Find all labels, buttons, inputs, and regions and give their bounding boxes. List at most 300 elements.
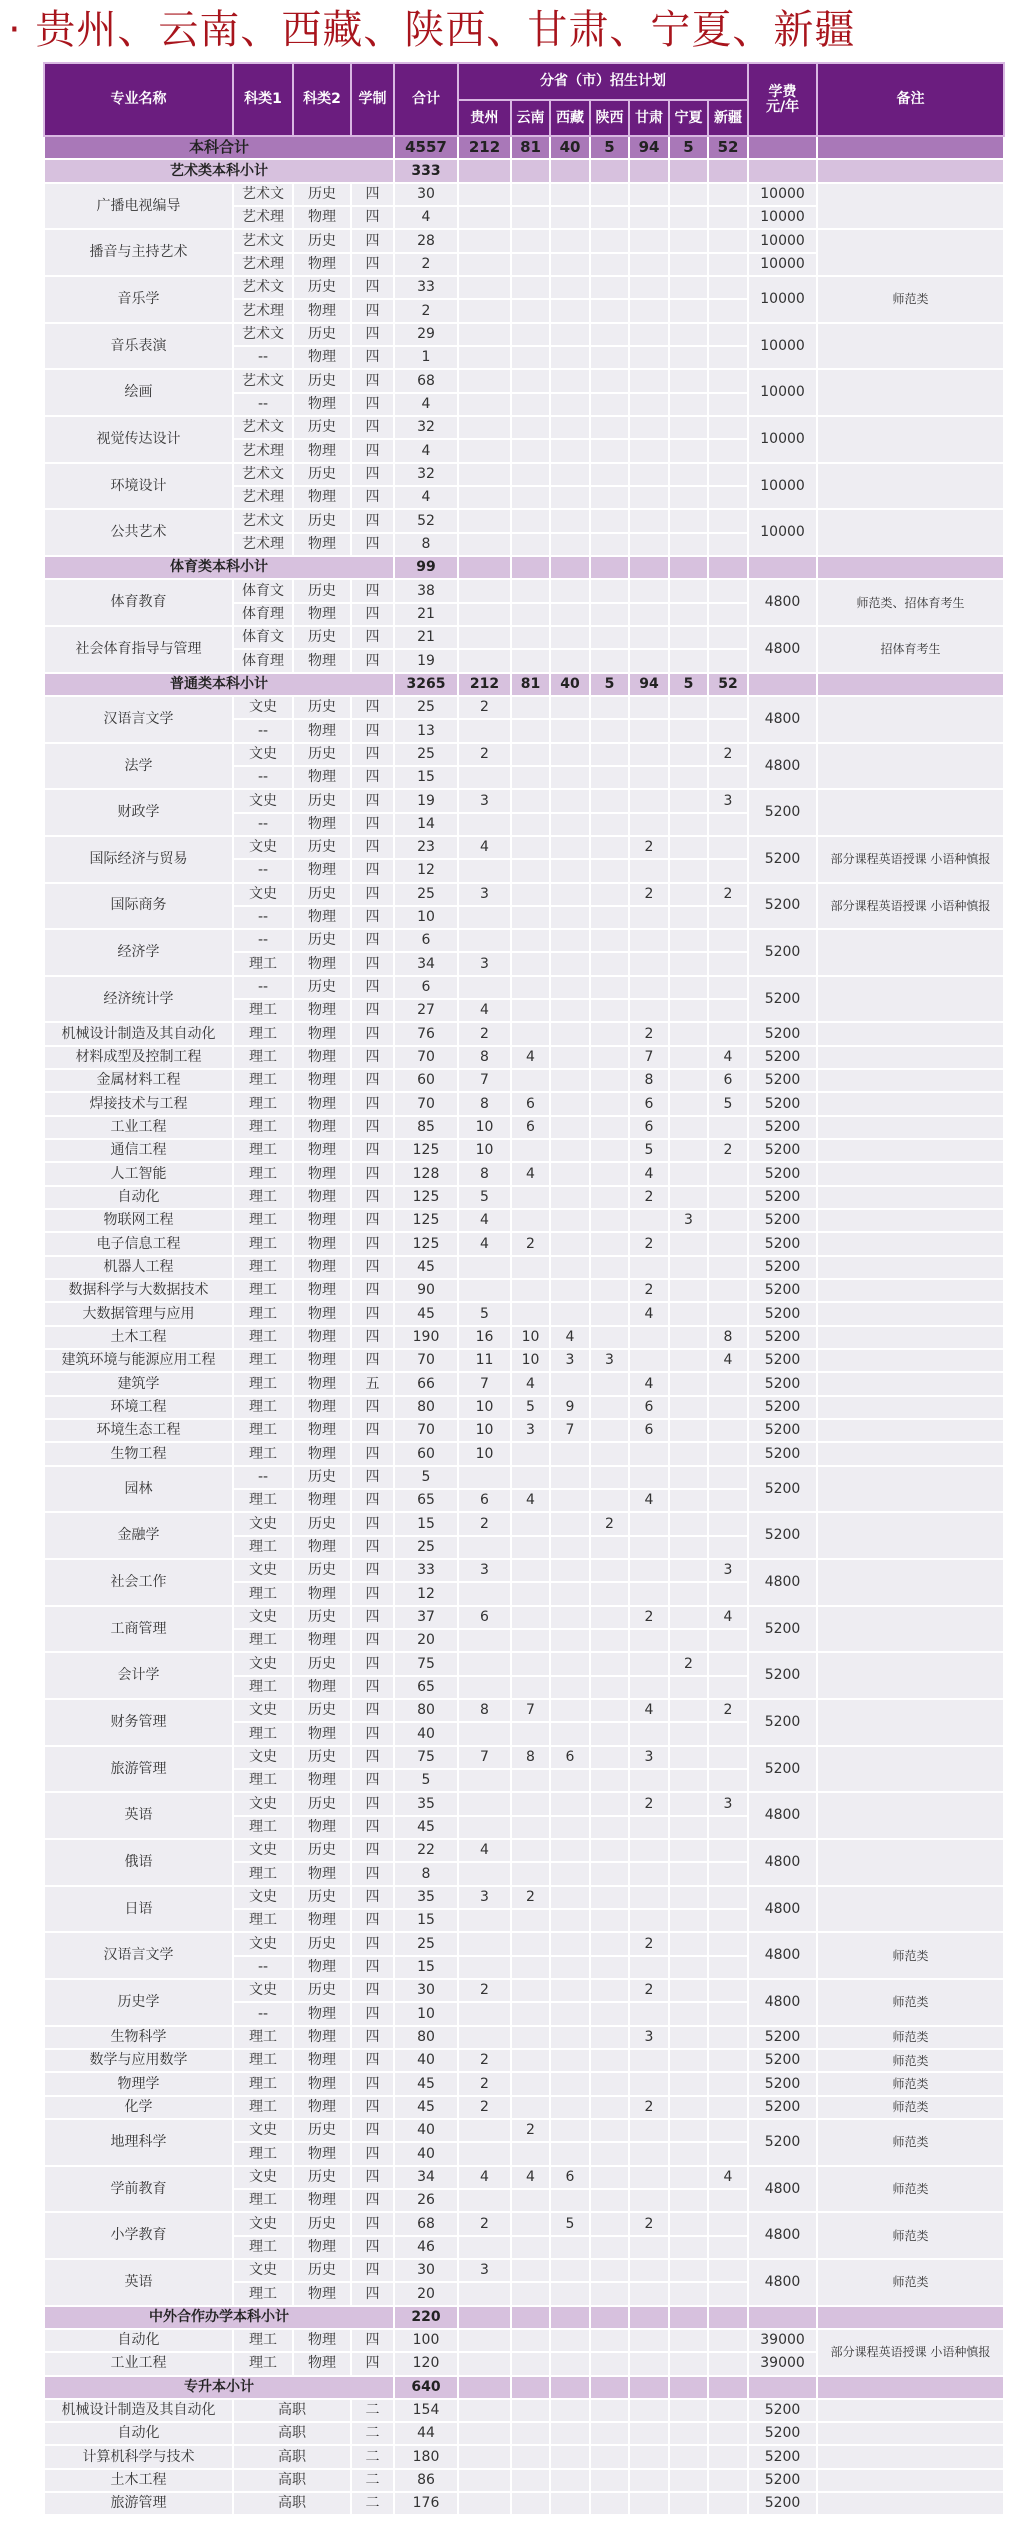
plan-xinjiang <box>708 1582 748 1605</box>
years: 四 <box>351 579 394 602</box>
plan-yunnan <box>511 766 550 789</box>
total: 19 <box>394 649 458 672</box>
plan-yunnan <box>511 2469 550 2492</box>
header-fee: 学费元/年 <box>748 63 817 136</box>
total: 2 <box>394 253 458 276</box>
tuition-fee: 5200 <box>748 1419 817 1442</box>
plan-yunnan <box>511 2236 550 2259</box>
plan-guizhou: 5 <box>458 1302 511 1325</box>
plan-gansu <box>629 486 669 509</box>
category-1: 文史 <box>233 1839 293 1862</box>
plan-xizang <box>550 1022 590 1045</box>
total: 90 <box>394 1279 458 1302</box>
plan-yunnan <box>511 2399 550 2422</box>
years: 四 <box>351 1046 394 1069</box>
plan-shaanxi <box>590 1676 629 1699</box>
plan-shaanxi <box>590 1699 629 1722</box>
category-1: 理工 <box>233 2236 293 2259</box>
tuition-fee: 4800 <box>748 2212 817 2259</box>
plan-shaanxi <box>590 2329 629 2352</box>
plan-xinjiang <box>708 766 748 789</box>
plan-shaanxi <box>590 2072 629 2095</box>
plan-xizang: 5 <box>550 2212 590 2235</box>
plan-shaanxi <box>590 2002 629 2025</box>
category-1: 理工 <box>233 1046 293 1069</box>
plan-xizang <box>550 883 590 906</box>
total: 45 <box>394 2096 458 2119</box>
subtotal-xizang: 40 <box>550 136 590 159</box>
total: 13 <box>394 719 458 742</box>
major-name: 英语 <box>44 2259 233 2306</box>
plan-shaanxi <box>590 2236 629 2259</box>
plan-ningxia <box>669 533 708 556</box>
tuition-fee: 5200 <box>748 2096 817 2119</box>
plan-guizhou <box>458 346 511 369</box>
category-1: 理工 <box>233 2026 293 2049</box>
plan-gansu: 3 <box>629 2026 669 2049</box>
years: 四 <box>351 2329 394 2352</box>
plan-xizang <box>550 1722 590 1745</box>
total: 32 <box>394 463 458 486</box>
plan-xinjiang: 6 <box>708 1069 748 1092</box>
plan-yunnan <box>511 2422 550 2445</box>
total: 32 <box>394 416 458 439</box>
plan-yunnan <box>511 883 550 906</box>
category-1: 理工 <box>233 1069 293 1092</box>
category-1: -- <box>233 2002 293 2025</box>
category-2: 历史 <box>293 2259 351 2282</box>
major-name: 生物科学 <box>44 2026 233 2049</box>
plan-guizhou: 5 <box>458 1186 511 1209</box>
total: 34 <box>394 2166 458 2189</box>
years: 四 <box>351 533 394 556</box>
plan-xizang <box>550 696 590 719</box>
plan-guizhou <box>458 649 511 672</box>
plan-guizhou <box>458 2236 511 2259</box>
plan-yunnan <box>511 1279 550 1302</box>
tuition-fee: 5200 <box>748 1069 817 1092</box>
plan-gansu: 2 <box>629 1186 669 1209</box>
header-province: 云南 <box>511 100 550 136</box>
plan-yunnan <box>511 2002 550 2025</box>
plan-xinjiang <box>708 696 748 719</box>
plan-xizang <box>550 253 590 276</box>
plan-ningxia <box>669 2422 708 2445</box>
years: 四 <box>351 1349 394 1372</box>
plan-xizang <box>550 1792 590 1815</box>
table-row <box>44 369 1004 392</box>
plan-xizang <box>550 1279 590 1302</box>
table-row <box>44 1302 1004 1325</box>
plan-xizang <box>550 486 590 509</box>
note <box>817 1302 1004 1325</box>
plan-xizang <box>550 1232 590 1255</box>
category-2: 物理 <box>293 1092 351 1115</box>
years: 四 <box>351 1396 394 1419</box>
plan-shaanxi <box>590 1629 629 1652</box>
plan-yunnan <box>511 719 550 742</box>
total: 34 <box>394 952 458 975</box>
plan-shaanxi <box>590 2166 629 2189</box>
plan-yunnan <box>511 2259 550 2282</box>
plan-shaanxi <box>590 463 629 486</box>
tuition-fee: 39000 <box>748 2352 817 2375</box>
plan-xizang <box>550 1862 590 1885</box>
table-row <box>44 2259 1004 2282</box>
plan-gansu <box>629 229 669 252</box>
plan-ningxia <box>669 1932 708 1955</box>
plan-ningxia <box>669 1419 708 1442</box>
total: 22 <box>394 1839 458 1862</box>
plan-yunnan: 4 <box>511 2166 550 2189</box>
category-2: 历史 <box>293 463 351 486</box>
note <box>817 183 1004 230</box>
plan-xinjiang <box>708 393 748 416</box>
plan-xizang <box>550 299 590 322</box>
plan-ningxia <box>669 2002 708 2025</box>
plan-xizang <box>550 1466 590 1489</box>
category-2: 历史 <box>293 696 351 719</box>
plan-xinjiang <box>708 1676 748 1699</box>
category-1: 文史 <box>233 1886 293 1909</box>
years: 四 <box>351 2096 394 2119</box>
total: 33 <box>394 276 458 299</box>
total: 5 <box>394 1466 458 1489</box>
table-row <box>44 1979 1004 2002</box>
plan-xinjiang <box>708 2422 748 2445</box>
plan-gansu: 4 <box>629 1699 669 1722</box>
table-row <box>44 1606 1004 1629</box>
plan-ningxia <box>669 813 708 836</box>
years: 五 <box>351 1372 394 1395</box>
table-row <box>44 1746 1004 1769</box>
table-row <box>44 626 1004 649</box>
years: 四 <box>351 2002 394 2025</box>
plan-gansu <box>629 533 669 556</box>
plan-guizhou <box>458 369 511 392</box>
category-2: 物理 <box>293 719 351 742</box>
years: 四 <box>351 1652 394 1675</box>
note <box>817 1699 1004 1746</box>
category-2: 物理 <box>293 859 351 882</box>
subtotal-xinjiang <box>708 556 748 579</box>
years: 四 <box>351 2282 394 2305</box>
tuition-fee: 5200 <box>748 1279 817 1302</box>
subtotal-note <box>817 556 1004 579</box>
plan-shaanxi <box>590 929 629 952</box>
plan-yunnan <box>511 2096 550 2119</box>
plan-shaanxi <box>590 2049 629 2072</box>
plan-gansu <box>629 393 669 416</box>
subtotal-xizang <box>550 2306 590 2329</box>
plan-xizang <box>550 1139 590 1162</box>
plan-gansu: 4 <box>629 1302 669 1325</box>
plan-shaanxi <box>590 976 629 999</box>
plan-guizhou: 4 <box>458 999 511 1022</box>
plan-ningxia <box>669 1349 708 1372</box>
category-1: 理工 <box>233 1232 293 1255</box>
plan-guizhou <box>458 299 511 322</box>
plan-gansu <box>629 1349 669 1372</box>
table-row <box>44 2422 1004 2445</box>
years: 四 <box>351 416 394 439</box>
tuition-fee: 5200 <box>748 2469 817 2492</box>
plan-xinjiang <box>708 1256 748 1279</box>
note: 师范类 <box>817 2212 1004 2259</box>
plan-guizhou: 6 <box>458 1489 511 1512</box>
years: 四 <box>351 1956 394 1979</box>
plan-guizhou <box>458 1722 511 1745</box>
plan-ningxia <box>669 766 708 789</box>
table-row <box>44 1232 1004 1255</box>
years: 四 <box>351 1606 394 1629</box>
plan-xinjiang <box>708 1722 748 1745</box>
header-province: 陕西 <box>590 100 629 136</box>
plan-gansu <box>629 859 669 882</box>
tuition-fee: 5200 <box>748 1699 817 1746</box>
plan-xinjiang <box>708 1116 748 1139</box>
note <box>817 323 1004 370</box>
plan-gansu <box>629 1629 669 1652</box>
total: 21 <box>394 626 458 649</box>
tuition-fee: 5200 <box>748 1209 817 1232</box>
plan-shaanxi <box>590 1232 629 1255</box>
plan-yunnan <box>511 369 550 392</box>
plan-yunnan <box>511 1559 550 1582</box>
plan-xinjiang <box>708 1396 748 1419</box>
years: 四 <box>351 719 394 742</box>
tuition-fee: 10000 <box>748 229 817 252</box>
plan-xizang <box>550 2469 590 2492</box>
major-name: 电子信息工程 <box>44 1232 233 1255</box>
subtotal-guizhou <box>458 159 511 182</box>
plan-guizhou <box>458 2329 511 2352</box>
total: 6 <box>394 929 458 952</box>
total: 76 <box>394 1022 458 1045</box>
total: 125 <box>394 1232 458 1255</box>
plan-yunnan <box>511 626 550 649</box>
years: 四 <box>351 883 394 906</box>
total: 40 <box>394 1722 458 1745</box>
plan-gansu: 2 <box>629 2096 669 2119</box>
plan-xinjiang <box>708 1746 748 1769</box>
category-2: 物理 <box>293 2142 351 2165</box>
note <box>817 2469 1004 2492</box>
plan-shaanxi <box>590 509 629 532</box>
major-name: 工业工程 <box>44 2352 233 2375</box>
tuition-fee: 5200 <box>748 2422 817 2445</box>
category-2: 物理 <box>293 952 351 975</box>
note <box>817 1839 1004 1886</box>
category-2: 物理 <box>293 1489 351 1512</box>
grand-total-row <box>44 136 1004 159</box>
plan-gansu <box>629 346 669 369</box>
years: 四 <box>351 1909 394 1932</box>
plan-yunnan <box>511 1722 550 1745</box>
category-1: 文史 <box>233 1606 293 1629</box>
subtotal-total: 333 <box>394 159 458 182</box>
plan-guizhou: 6 <box>458 1606 511 1629</box>
plan-xizang <box>550 1629 590 1652</box>
category-2: 物理 <box>293 439 351 462</box>
plan-xizang <box>550 439 590 462</box>
header-total: 合计 <box>394 63 458 136</box>
plan-gansu <box>629 999 669 1022</box>
plan-xizang <box>550 1162 590 1185</box>
plan-shaanxi <box>590 2352 629 2375</box>
category-1: 文史 <box>233 2259 293 2282</box>
plan-yunnan <box>511 1839 550 1862</box>
note <box>817 509 1004 556</box>
years: 四 <box>351 1932 394 1955</box>
plan-xinjiang <box>708 2072 748 2095</box>
major-name: 国际商务 <box>44 883 233 930</box>
subtotal-yunnan <box>511 2376 550 2399</box>
plan-shaanxi <box>590 813 629 836</box>
plan-guizhou <box>458 1466 511 1489</box>
years: 四 <box>351 1489 394 1512</box>
plan-shaanxi <box>590 1792 629 1815</box>
plan-yunnan <box>511 253 550 276</box>
subtotal-label: 体育类本科小计 <box>44 556 394 579</box>
tuition-fee: 5200 <box>748 1139 817 1162</box>
plan-gansu <box>629 276 669 299</box>
plan-yunnan <box>511 229 550 252</box>
plan-yunnan: 6 <box>511 1116 550 1139</box>
plan-ningxia <box>669 509 708 532</box>
plan-xinjiang: 3 <box>708 1559 748 1582</box>
category-1: 理工 <box>233 1186 293 1209</box>
plan-yunnan: 6 <box>511 1092 550 1115</box>
plan-shaanxi <box>590 1582 629 1605</box>
subtotal-fee <box>748 136 817 159</box>
plan-gansu: 2 <box>629 1606 669 1629</box>
plan-xinjiang <box>708 579 748 602</box>
plan-xizang: 3 <box>550 1349 590 1372</box>
subtotal-ningxia <box>669 2306 708 2329</box>
plan-shaanxi <box>590 999 629 1022</box>
plan-xinjiang <box>708 1232 748 1255</box>
plan-xinjiang <box>708 1979 748 2002</box>
category-2: 历史 <box>293 276 351 299</box>
category-2: 物理 <box>293 1769 351 1792</box>
subtotal-xinjiang <box>708 2376 748 2399</box>
major-name: 物理学 <box>44 2072 233 2095</box>
subtotal-fee <box>748 2376 817 2399</box>
plan-xizang <box>550 533 590 556</box>
plan-gansu <box>629 626 669 649</box>
plan-shaanxi <box>590 579 629 602</box>
plan-xinjiang <box>708 626 748 649</box>
plan-xinjiang <box>708 813 748 836</box>
plan-guizhou <box>458 2399 511 2422</box>
total: 65 <box>394 1489 458 1512</box>
years: 四 <box>351 1792 394 1815</box>
plan-guizhou <box>458 416 511 439</box>
plan-ningxia <box>669 1676 708 1699</box>
category-1: -- <box>233 766 293 789</box>
category-2: 历史 <box>293 1979 351 2002</box>
total: 4 <box>394 439 458 462</box>
category-1: 理工 <box>233 2282 293 2305</box>
years: 四 <box>351 859 394 882</box>
category-1: 理工 <box>233 1139 293 1162</box>
table-row <box>44 2445 1004 2468</box>
major-name: 音乐表演 <box>44 323 233 370</box>
category-1: 艺术文 <box>233 416 293 439</box>
plan-gansu <box>629 323 669 346</box>
category-2: 物理 <box>293 2329 351 2352</box>
table-body <box>44 136 1004 2515</box>
plan-ningxia <box>669 1816 708 1839</box>
tuition-fee: 10000 <box>748 369 817 416</box>
plan-ningxia <box>669 1769 708 1792</box>
category-2: 历史 <box>293 579 351 602</box>
years: 四 <box>351 2259 394 2282</box>
plan-xizang <box>550 2282 590 2305</box>
plan-yunnan <box>511 1606 550 1629</box>
category-2: 物理 <box>293 1349 351 1372</box>
total: 5 <box>394 1769 458 1792</box>
tuition-fee: 5200 <box>748 2399 817 2422</box>
header-note: 备注 <box>817 63 1004 136</box>
plan-shaanxi <box>590 2142 629 2165</box>
major-name: 播音与主持艺术 <box>44 229 233 276</box>
major-name: 视觉传达设计 <box>44 416 233 463</box>
category-2: 物理 <box>293 1816 351 1839</box>
category-1: -- <box>233 929 293 952</box>
plan-guizhou <box>458 929 511 952</box>
plan-yunnan <box>511 2212 550 2235</box>
plan-guizhou <box>458 1862 511 1885</box>
plan-yunnan <box>511 836 550 859</box>
major-name: 土木工程 <box>44 1326 233 1349</box>
table-row <box>44 1046 1004 1069</box>
plan-gansu <box>629 649 669 672</box>
tuition-fee: 5200 <box>748 2445 817 2468</box>
subtotal-xizang: 40 <box>550 673 590 696</box>
plan-gansu: 2 <box>629 1279 669 1302</box>
plan-xinjiang <box>708 2329 748 2352</box>
plan-gansu <box>629 253 669 276</box>
plan-guizhou <box>458 2189 511 2212</box>
plan-ningxia <box>669 2236 708 2259</box>
plan-yunnan <box>511 2142 550 2165</box>
subtotal-shaanxi: 5 <box>590 136 629 159</box>
note: 部分课程英语授课 小语种慎报 <box>817 2329 1004 2376</box>
plan-shaanxi <box>590 206 629 229</box>
plan-xinjiang: 2 <box>708 883 748 906</box>
plan-xinjiang <box>708 649 748 672</box>
plan-xizang <box>550 1512 590 1535</box>
plan-yunnan: 5 <box>511 1396 550 1419</box>
plan-xinjiang <box>708 486 748 509</box>
category-2: 历史 <box>293 1606 351 1629</box>
plan-guizhou: 4 <box>458 2166 511 2189</box>
plan-guizhou <box>458 906 511 929</box>
note: 师范类 <box>817 1979 1004 2026</box>
plan-ningxia <box>669 1162 708 1185</box>
plan-gansu <box>629 1722 669 1745</box>
category-1: 艺术文 <box>233 509 293 532</box>
plan-guizhou: 10 <box>458 1139 511 1162</box>
category-2: 历史 <box>293 976 351 999</box>
total: 75 <box>394 1746 458 1769</box>
plan-guizhou <box>458 859 511 882</box>
plan-shaanxi <box>590 1909 629 1932</box>
plan-xinjiang <box>708 2002 748 2025</box>
plan-ningxia <box>669 299 708 322</box>
